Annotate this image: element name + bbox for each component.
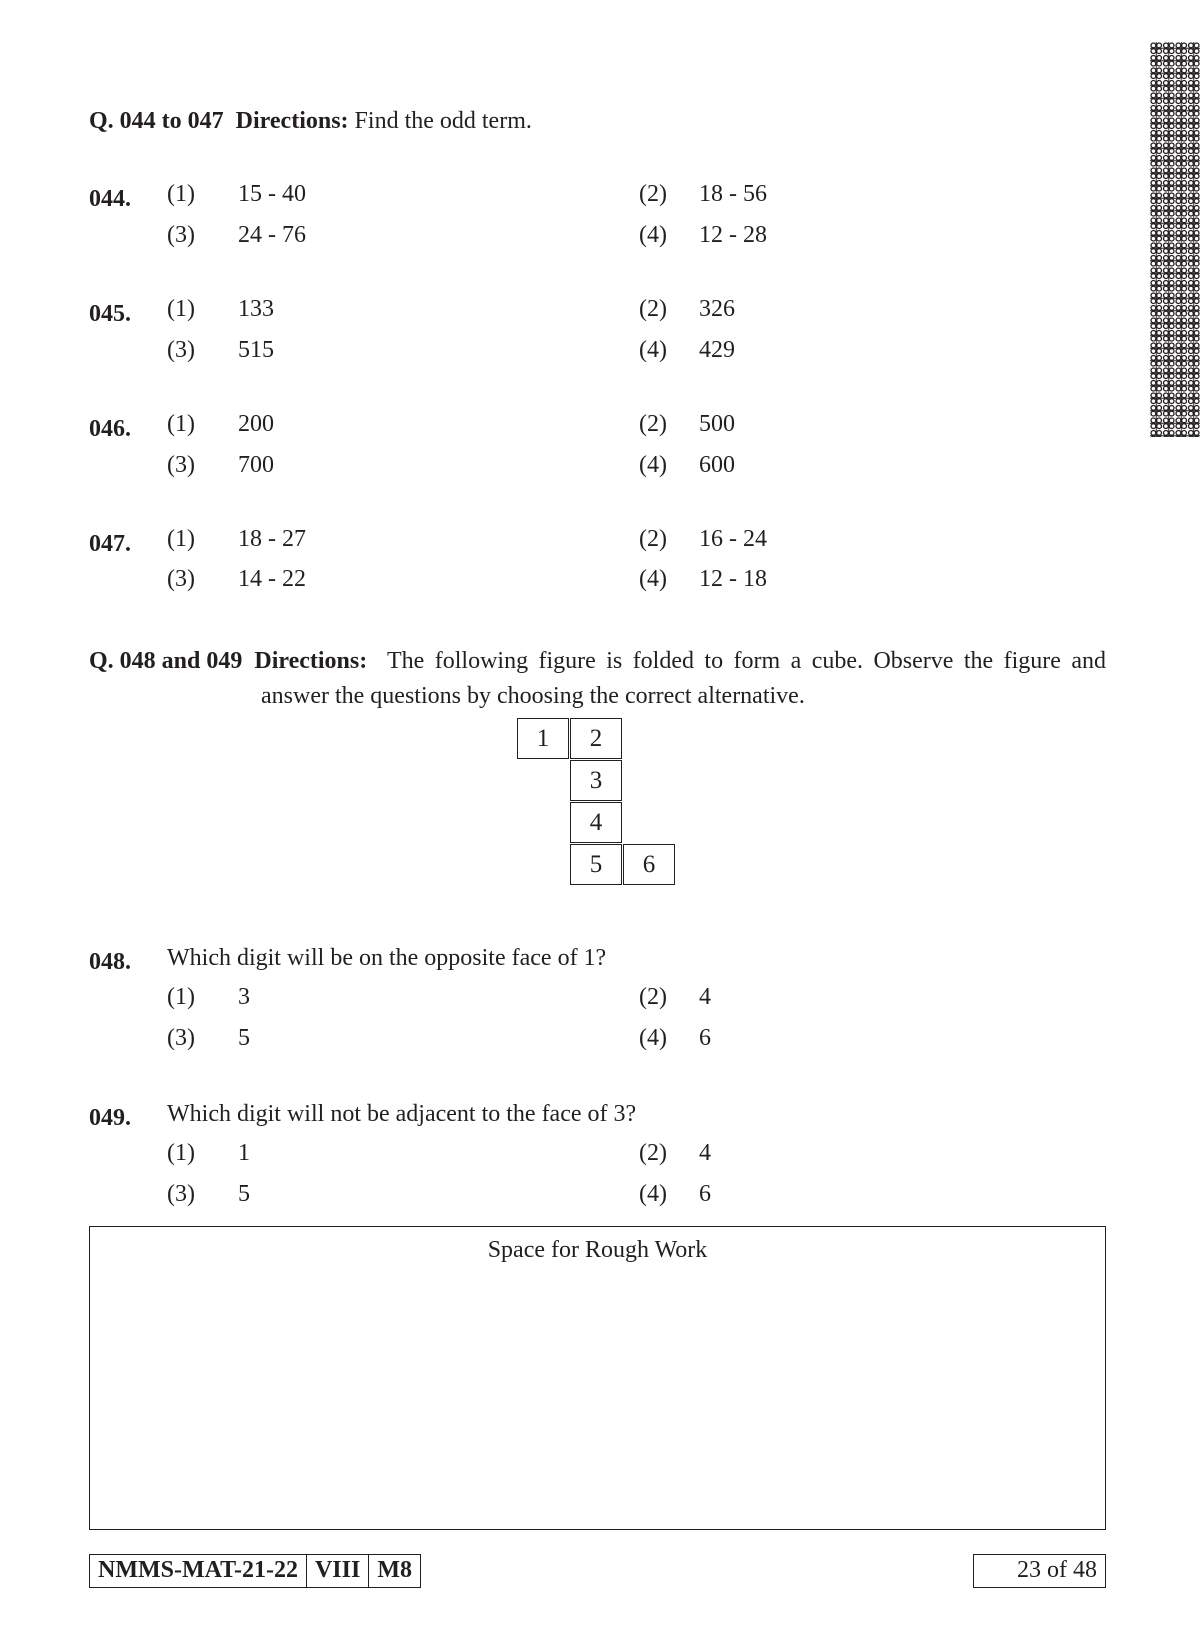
directions-label: Directions: — [235, 108, 349, 134]
option-value: 12 - 18 — [699, 566, 767, 592]
option-number: (4) — [639, 1181, 667, 1207]
option-value: 600 — [699, 452, 735, 478]
option-number: (3) — [167, 566, 195, 592]
option-value: 24 - 76 — [238, 222, 306, 248]
cube-face-3: 3 — [570, 760, 622, 801]
option-value: 12 - 28 — [699, 222, 767, 248]
option-value: 500 — [699, 411, 735, 437]
question-text: Which digit will not be adjacent to the face of 3? — [167, 1101, 637, 1127]
cube-face-6: 6 — [623, 844, 675, 885]
question-number: 049. — [89, 1105, 131, 1131]
footer-exam-code — [89, 1554, 421, 1588]
option-number: (2) — [639, 181, 667, 207]
section-heading-odd-term — [89, 107, 532, 135]
knot-border-icon — [1150, 42, 1200, 437]
option-number: (3) — [167, 1025, 195, 1051]
option-value: 16 - 24 — [699, 526, 767, 552]
exam-code: NMMS-MAT-21-22 — [90, 1555, 307, 1587]
option-number: (2) — [639, 411, 667, 437]
cube-face-1: 1 — [517, 718, 569, 759]
option-number: (3) — [167, 222, 195, 248]
option-value: 5 — [238, 1025, 250, 1051]
option-value: 3 — [238, 984, 250, 1010]
option-value: 515 — [238, 337, 274, 363]
question-number: 044. — [89, 186, 131, 212]
option-number: (2) — [639, 1140, 667, 1166]
option-number: (1) — [167, 526, 195, 552]
option-number: (4) — [639, 337, 667, 363]
option-value: 326 — [699, 296, 735, 322]
option-value: 14 - 22 — [238, 566, 306, 592]
option-value: 4 — [699, 984, 711, 1010]
class-code: VIII — [307, 1555, 369, 1587]
option-number: (1) — [167, 1140, 195, 1166]
option-value: 700 — [238, 452, 274, 478]
option-number: (3) — [167, 1181, 195, 1207]
question-number: 048. — [89, 949, 131, 975]
option-value: 15 - 40 — [238, 181, 306, 207]
option-number: (2) — [639, 984, 667, 1010]
question-number: 045. — [89, 301, 131, 327]
rough-work-title: Space for Rough Work — [487, 1237, 708, 1263]
directions-text: Find the odd term. — [354, 108, 532, 134]
option-value: 429 — [699, 337, 735, 363]
option-number: (3) — [167, 452, 195, 478]
section-heading-cube — [89, 647, 367, 675]
option-value: 200 — [238, 411, 274, 437]
question-number: 047. — [89, 531, 131, 557]
option-value: 4 — [699, 1140, 711, 1166]
option-value: 18 - 56 — [699, 181, 767, 207]
section-range-label: Q. 044 to 047 — [89, 108, 224, 134]
option-number: (1) — [167, 181, 195, 207]
option-value: 5 — [238, 1181, 250, 1207]
cube-face-2: 2 — [570, 718, 622, 759]
option-number: (1) — [167, 984, 195, 1010]
option-value: 18 - 27 — [238, 526, 306, 552]
option-number: (4) — [639, 452, 667, 478]
question-number: 046. — [89, 416, 131, 442]
option-value: 1 — [238, 1140, 250, 1166]
option-number: (2) — [639, 296, 667, 322]
directions-label: Directions: — [254, 648, 368, 674]
option-number: (4) — [639, 1025, 667, 1051]
medium-code: M8 — [377, 1557, 412, 1583]
option-number: (1) — [167, 296, 195, 322]
option-number: (4) — [639, 566, 667, 592]
option-value: 6 — [699, 1181, 711, 1207]
cube-face-5: 5 — [570, 844, 622, 885]
option-number: (3) — [167, 337, 195, 363]
page-number: 23 of 48 — [973, 1554, 1106, 1588]
option-value: 6 — [699, 1025, 711, 1051]
option-number: (2) — [639, 526, 667, 552]
rough-work-box — [89, 1226, 1106, 1530]
cube-face-4: 4 — [570, 802, 622, 843]
section-range-label: Q. 048 and 049 — [89, 648, 243, 674]
option-value: 133 — [238, 296, 274, 322]
directions-text-line-1: The following figure is folded to form a cube. Observe the figure and — [387, 648, 1106, 674]
directions-text-line-2: answer the questions by choosing the correct alternative. — [261, 683, 805, 709]
option-number: (4) — [639, 222, 667, 248]
option-number: (1) — [167, 411, 195, 437]
question-text: Which digit will be on the opposite face of 1? — [167, 945, 607, 971]
